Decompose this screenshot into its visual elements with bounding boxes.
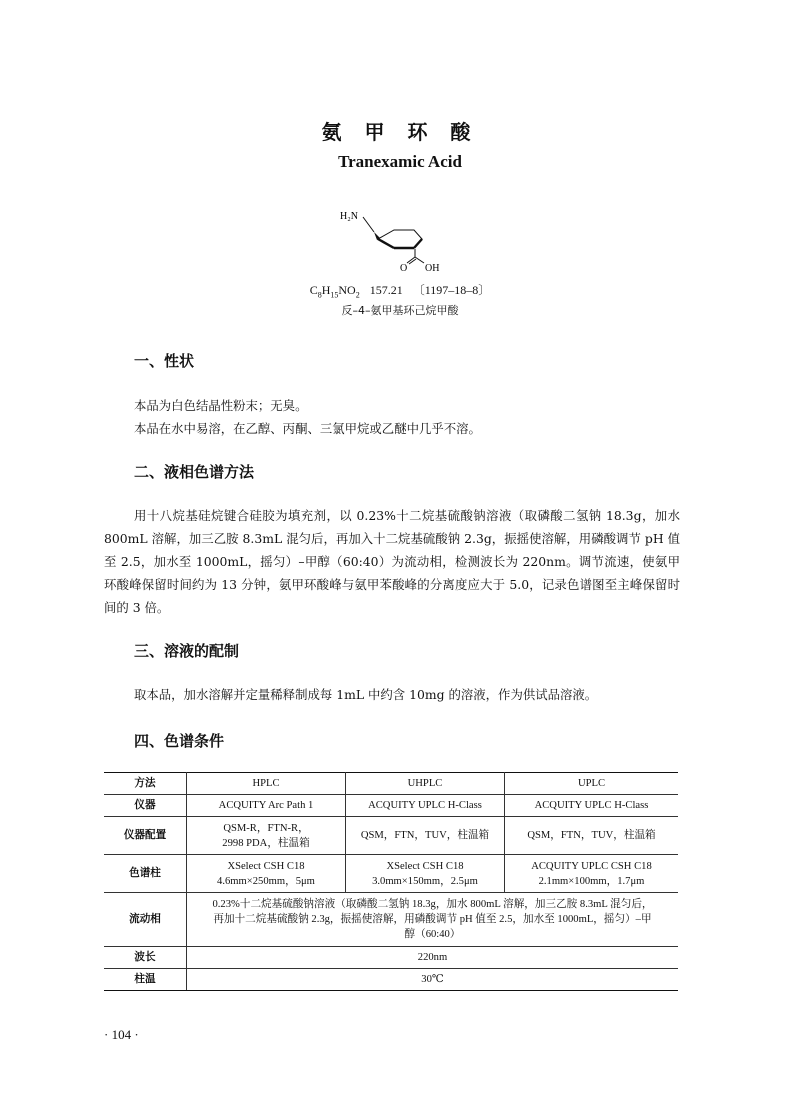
wavelength-value: 220nm: [187, 947, 679, 969]
properties-line-2: 本品在水中易溶，在乙醇、丙酮、三氯甲烷或乙醚中几乎不溶。: [134, 421, 481, 436]
config-hplc-line-1: QSM-R，FTN-R，: [223, 822, 309, 834]
hydroxyl-label: OH: [425, 263, 440, 274]
config-hplc-line-2: 2998 PDA，柱温箱: [222, 837, 310, 849]
page-title-chinese: 氨 甲 环 酸: [321, 120, 479, 144]
section-body-solution-prep: [104, 683, 680, 706]
table-row: [104, 947, 678, 969]
wavelength-label: 波长: [104, 947, 187, 969]
structural-formula: [336, 206, 476, 276]
section-body-lc-method: [104, 504, 680, 619]
formula-c-sub: 8: [317, 290, 322, 300]
section-heading-solution-prep: 三、溶液的配制: [134, 642, 240, 660]
column-uhplc-spec: 3.0mm×150mm，2.5μm: [372, 875, 478, 887]
table-row: [104, 795, 678, 817]
chromatography-conditions-table: [104, 772, 678, 991]
column-temp-value: 30℃: [187, 969, 679, 991]
config-label: 仪器配置: [104, 817, 187, 855]
chemical-name: 反–4–氨甲基环己烷甲酸: [341, 304, 459, 317]
mobile-phase-line-3: 醇（60:40）: [404, 929, 461, 940]
mobile-phase-line-2: 再加十二烷基硫酸钠 2.3g，振摇使溶解，用磷酸调节 pH 值至 2.5，加水至 1000mL，摇匀）–甲: [213, 914, 652, 925]
instrument-uplc: ACQUITY UPLC H-Class: [505, 795, 679, 817]
carbonyl-oxygen-label: O: [400, 263, 408, 274]
section-heading-conditions: 四、色谱条件: [134, 732, 225, 750]
cas-number: 〔1197–18–8〕: [412, 283, 491, 297]
molecular-formula-line: [0, 281, 800, 299]
molecular-weight: 157.21: [369, 283, 403, 297]
column-uhplc-name: XSelect CSH C18: [386, 860, 464, 872]
mobile-phase-value: [187, 893, 679, 947]
lc-method-text: 用十八烷基硅烷键合硅胶为填充剂，以 0.23%十二烷基硫酸钠溶液（取磷酸二氢钠 18.3g，加水 800mL 溶解，加三乙胺 8.3mL 混匀后，再加入十二烷基硫酸钠 2.3g，振摇使溶解，用磷酸调节 pH 值至 2.5，加水至 1000mL，摇匀）–甲醇（60:40）为流动相，检测波长为 220nm。调节流速，使氨甲环酸峰保留时间约为 13 分钟，氨甲环酸峰与氨甲苯酸峰的分离度应大于 5.0，记录色谱图至主峰保留时间的 3 倍。: [104, 508, 680, 615]
method-uplc: UPLC: [505, 773, 679, 795]
mobile-phase-label: 流动相: [104, 893, 187, 947]
column-hplc: [187, 855, 346, 893]
method-uhplc: UHPLC: [346, 773, 505, 795]
properties-line-1: 本品为白色结晶性粉末；无臭。: [134, 398, 308, 413]
formula-h: H: [321, 283, 331, 297]
instrument-label: 仪器: [104, 795, 187, 817]
table-row: [104, 893, 678, 947]
solution-prep-text: 取本品，加水溶解并定量稀释制成每 1mL 中约含 10mg 的溶液，作为供试品溶液。: [134, 687, 598, 702]
config-uhplc: QSM，FTN，TUV，柱温箱: [346, 817, 505, 855]
column-temp-label: 柱温: [104, 969, 187, 991]
config-hplc: [187, 817, 346, 855]
column-label: 色谱柱: [104, 855, 187, 893]
column-uhplc: [346, 855, 505, 893]
column-uplc-spec: 2.1mm×100mm，1.7μm: [538, 875, 645, 887]
config-uplc: QSM，FTN，TUV，柱温箱: [505, 817, 679, 855]
column-hplc-spec: 4.6mm×250mm，5μm: [217, 875, 315, 887]
section-body-properties: [134, 394, 680, 440]
mobile-phase-line-1: 0.23%十二烷基硫酸钠溶液（取磷酸二氢钠 18.3g，加水 800mL 溶解，加三乙胺 8.3mL 混匀后，: [212, 899, 653, 910]
formula-no-sub: 2: [355, 290, 360, 300]
formula-no: NO: [338, 283, 356, 297]
section-heading-properties: 一、性状: [134, 352, 195, 370]
table-row: [104, 969, 678, 991]
formula-h-sub: 15: [330, 290, 339, 300]
method-hplc: HPLC: [187, 773, 346, 795]
table-row: [104, 817, 678, 855]
instrument-uhplc: ACQUITY UPLC H-Class: [346, 795, 505, 817]
method-label: 方法: [104, 773, 187, 795]
table-row: [104, 855, 678, 893]
page-title-english: Tranexamic Acid: [338, 152, 462, 171]
table-row: [104, 773, 678, 795]
amine-label: H₂N: [340, 211, 358, 222]
page-number: · 104 ·: [104, 1027, 139, 1042]
column-uplc-name: ACQUITY UPLC CSH C18: [531, 860, 652, 872]
column-hplc-name: XSelect CSH C18: [227, 860, 305, 872]
section-heading-lc-method: 二、液相色谱方法: [134, 463, 255, 481]
instrument-hplc: ACQUITY Arc Path 1: [187, 795, 346, 817]
column-uplc: [505, 855, 679, 893]
formula-c: C: [309, 283, 318, 297]
